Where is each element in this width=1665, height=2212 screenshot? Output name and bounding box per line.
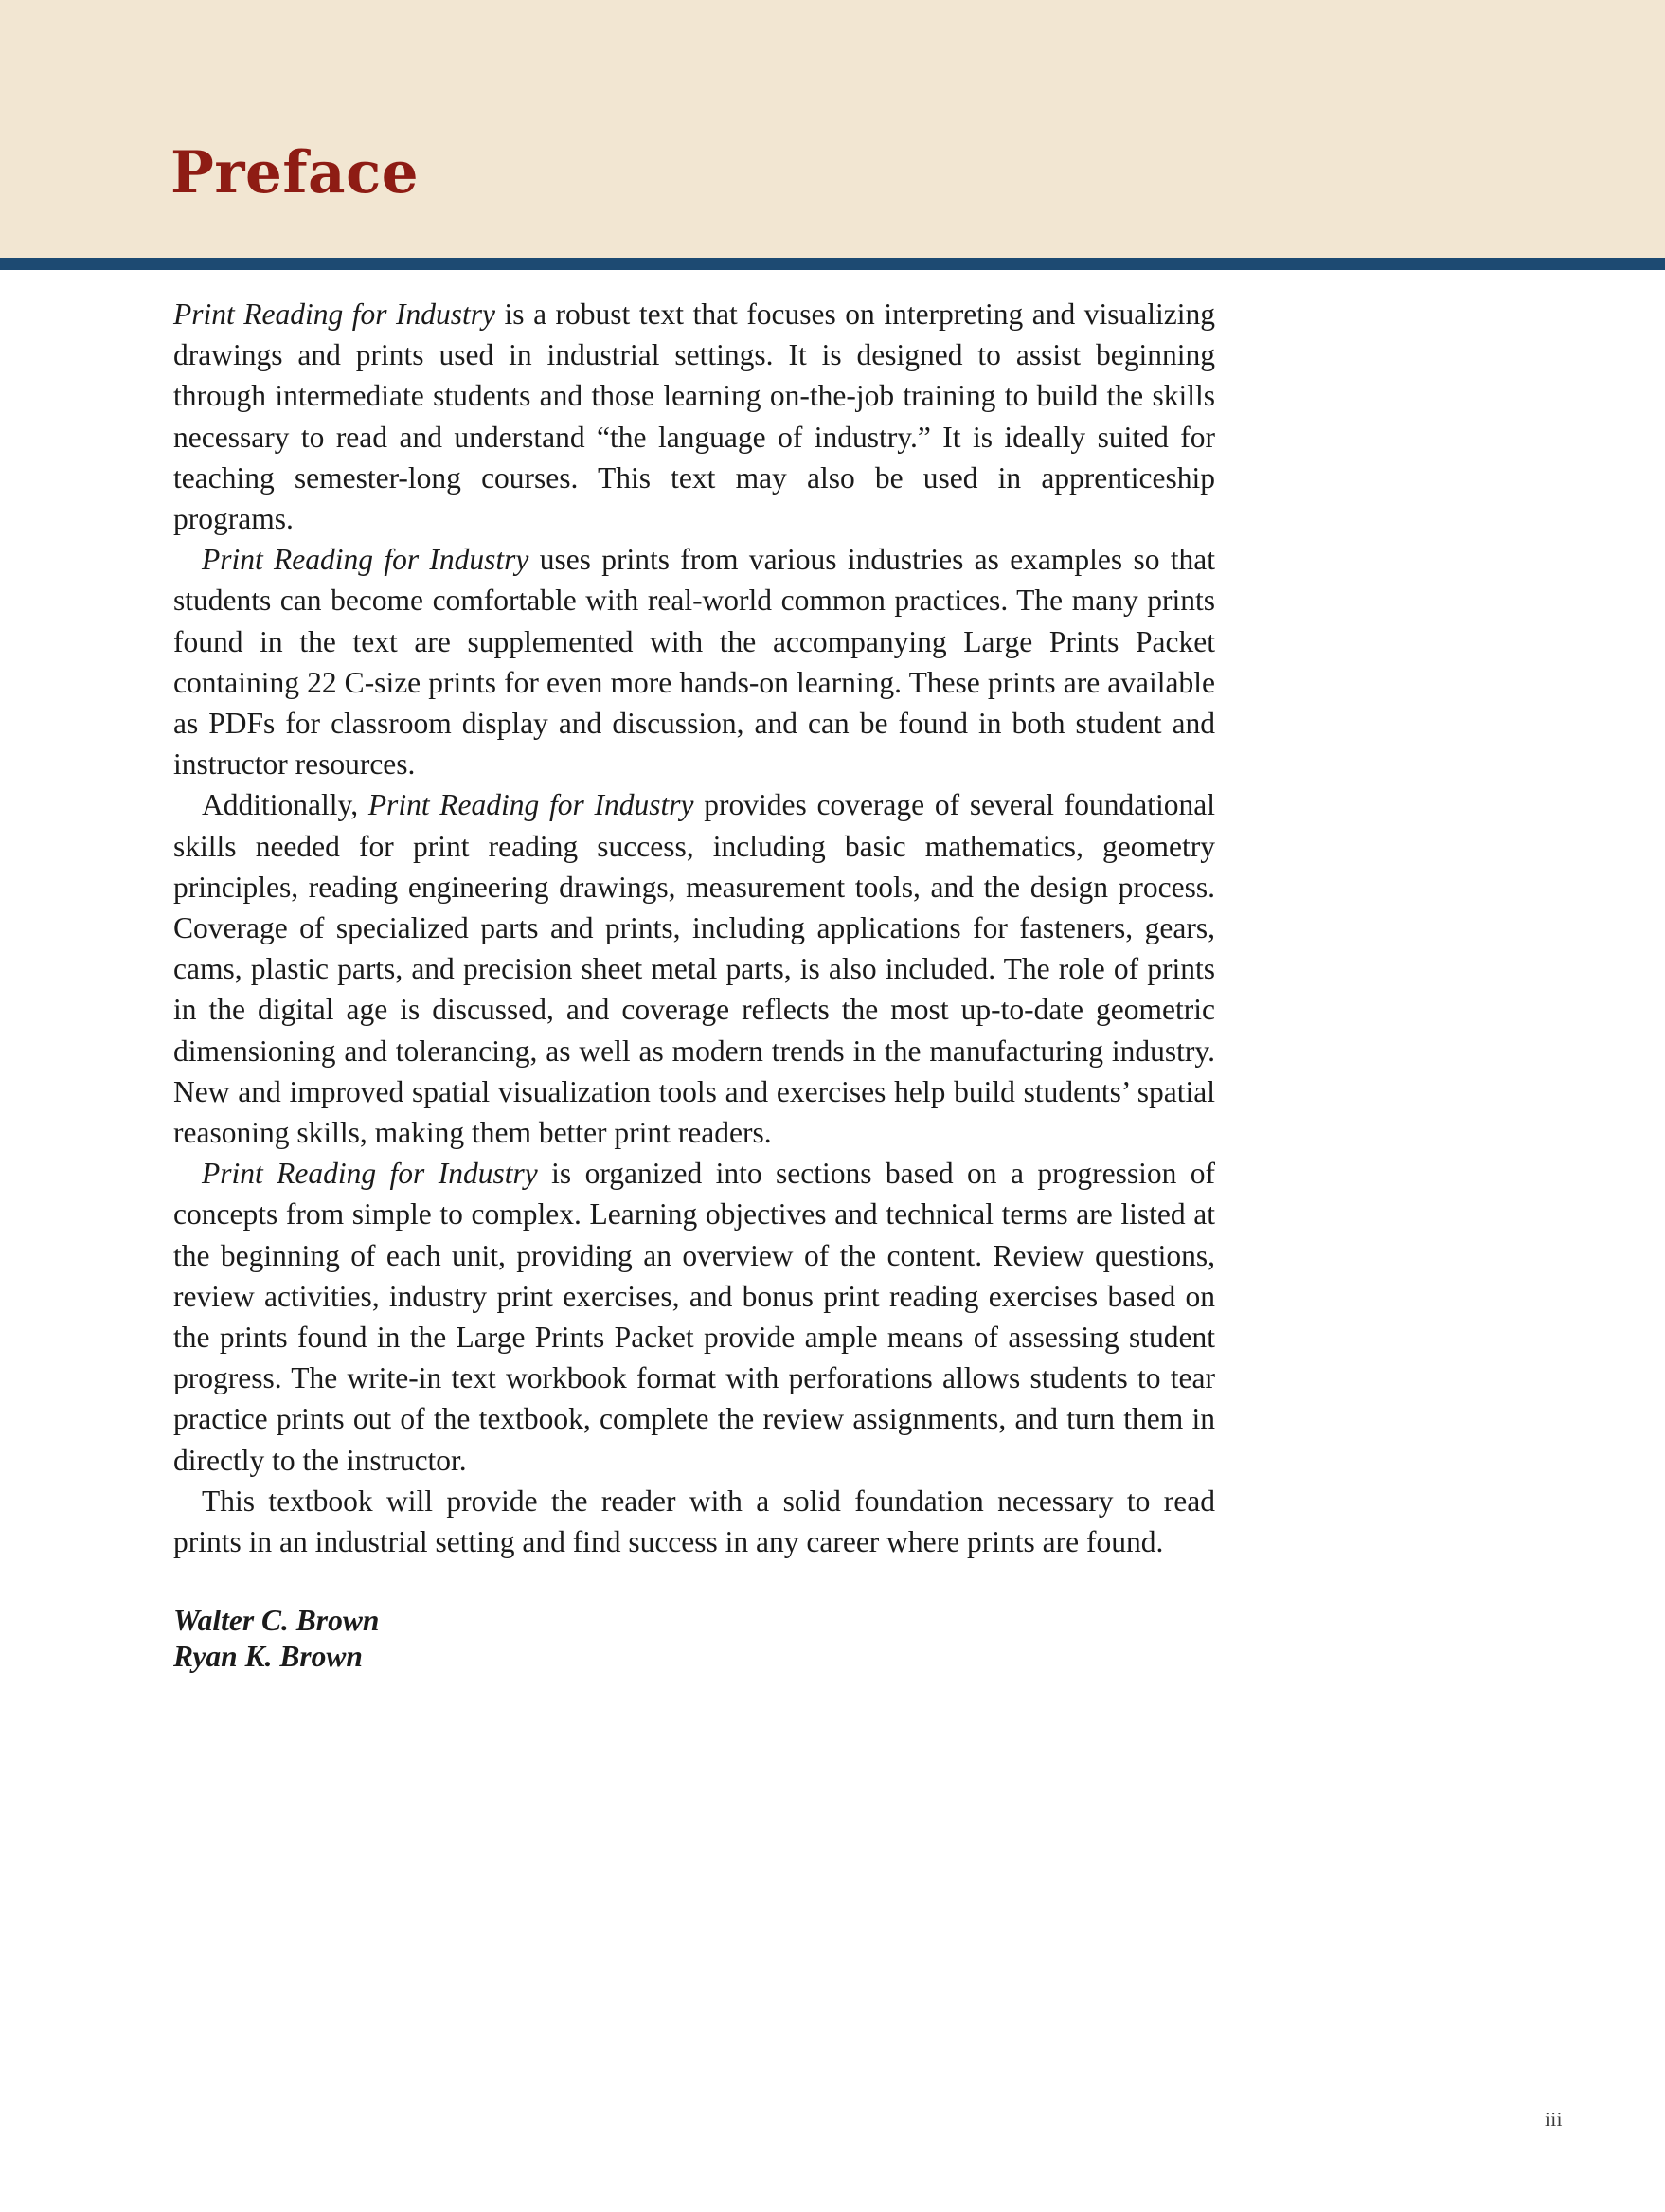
paragraph-list [173,294,1215,1562]
author-name-secondary: Ryan K. Brown [173,1640,363,1674]
paragraph-p1: Print Reading for Industry is a robust text that focuses on interpreting and visualizing drawings and prints used in industrial settings. It is designed to assist beginning through intermediate students and those learning on-the-job training to build the skills necessary to read and understand “the language of industry.” It is ideally suited for teaching semester-long courses. This text may also be used in apprenticeship programs. [173,297,1216,536]
header-band [0,0,1665,258]
signature-block [173,1603,1215,1675]
paragraph-p3: Additionally, Print Reading for Industry provides coverage of several foundational skills needed for print reading success, including basic mathematics, geometry principles, reading engineering drawings, measurement tools, and the design process. Coverage of specialized parts and prints, including applications for fasteners, gears, cams, plastic parts, and precision sheet metal parts, is also included. The role of prints in the digital age is discussed, and coverage reflects the most up-to-date geometric dimensioning and tolerancing, as well as modern trends in the manufacturing industry. New and improved spatial visualization tools and exercises help build students’ spatial reasoning skills, making them better print readers. [173,788,1215,1150]
paragraph-p4: Print Reading for Industry is organized into sections based on a progression of concepts from simple to complex. Learning objectives and technical terms are listed at the beginning of each unit, providing an overview of the content. Review questions, review activities, industry print exercises, and bonus print reading exercises based on the prints found in the Large Prints Packet provide ample means of assessing student progress. The write-in text workbook format with perforations allows students to tear practice prints out of the textbook, complete the review assignments, and turn them in directly to the instructor. [173,1157,1215,1477]
paragraph-p2: Print Reading for Industry uses prints from various industries as examples so that students can become comfortable with real-world common practices. The many prints found in the text are supplemented with the accompanying Large Prints Packet containing 22 C-size prints for even more hands-on learning. These prints are available as PDFs for classroom display and discussion, and can be found in both student and instructor resources. [173,543,1215,782]
book-title-italic: Print Reading for Industry [367,788,694,822]
author-name-primary: Walter C. Brown [173,1604,380,1638]
page-title: Preface [170,139,420,207]
paragraph-p5: This textbook will provide the reader with a solid foundation necessary to read prints in an industrial setting and find success in any career where prints are found. [173,1484,1215,1559]
page-number: iii [1544,2108,1563,2131]
preface-body [173,294,1215,1675]
book-title-italic: Print Reading for Industry [202,1157,538,1191]
book-title-italic: Print Reading for Industry [173,297,496,331]
header-divider-rule [0,258,1665,270]
book-title-italic: Print Reading for Industry [202,543,529,577]
